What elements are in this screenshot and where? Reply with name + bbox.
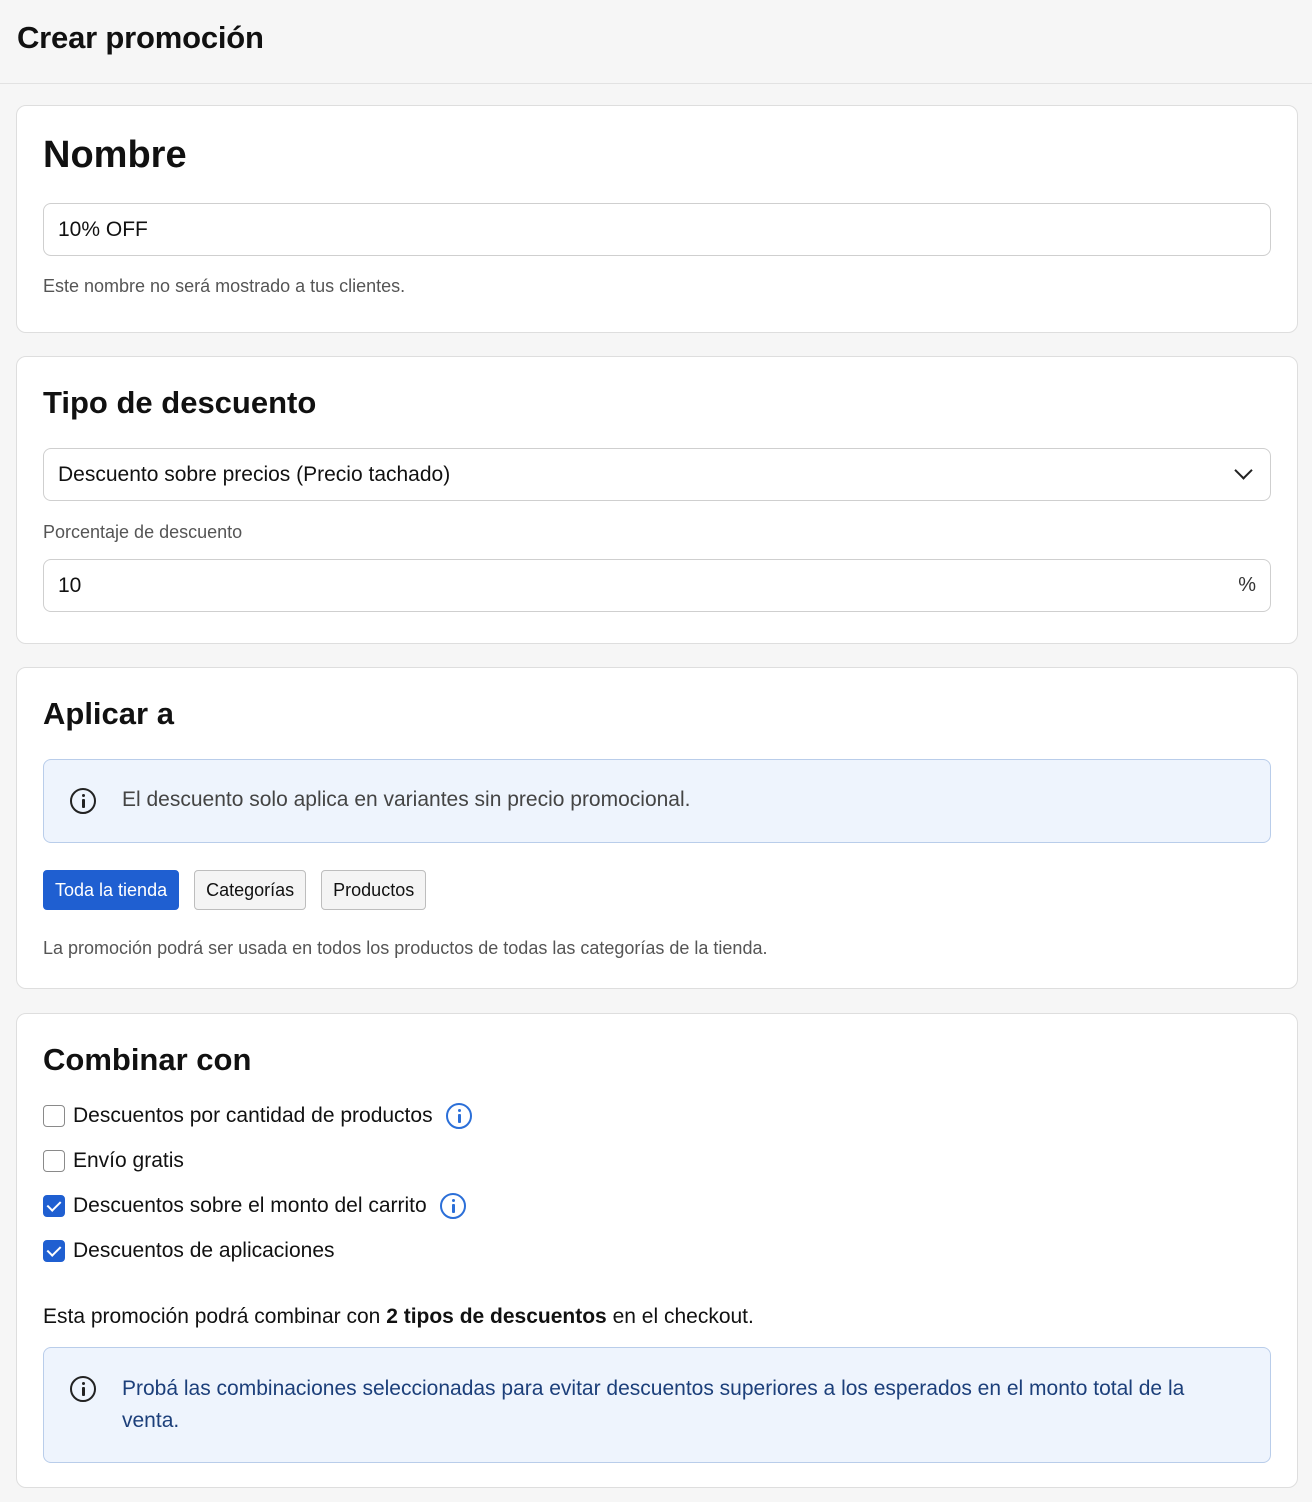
top-bar: [0, 0, 1312, 84]
combinar-title: Combinar con: [43, 1042, 252, 1077]
percent-value: 10: [58, 573, 82, 597]
checkbox-checked[interactable]: [43, 1240, 65, 1262]
scope-categorias-button[interactable]: Categorías: [194, 870, 306, 910]
percent-label: Porcentaje de descuento: [43, 522, 243, 542]
combine-summary: [43, 1305, 754, 1329]
aplicar-info-box: [43, 759, 1271, 843]
nombre-input[interactable]: [43, 203, 1271, 256]
percent-suffix: %: [1238, 574, 1256, 596]
combine-option-aplicaciones[interactable]: [43, 1238, 335, 1264]
nombre-input-value: 10% OFF: [58, 217, 148, 241]
checkbox-checked[interactable]: [43, 1195, 65, 1217]
checkbox[interactable]: [43, 1150, 65, 1172]
combine-option-envio[interactable]: [43, 1148, 184, 1174]
discount-type-value: Descuento sobre precios (Precio tachado): [58, 462, 451, 486]
aplicar-title: Aplicar a: [43, 696, 174, 731]
info-icon: [70, 1376, 96, 1402]
summary-count: 2 tipos de descuentos: [386, 1305, 607, 1328]
aplicar-hint: La promoción podrá ser usada en todos los productos de todas las categorías de la tienda.: [43, 938, 768, 958]
combine-option-label: Descuentos por cantidad de productos: [73, 1104, 433, 1127]
scope-toda-la-tienda-button[interactable]: Toda la tienda: [43, 870, 179, 910]
percent-input[interactable]: [43, 559, 1271, 612]
nombre-hint: Este nombre no será mostrado a tus clientes.: [43, 276, 406, 296]
combine-option-carrito[interactable]: [43, 1193, 466, 1219]
chevron-down-icon: [1234, 461, 1252, 479]
combine-option-label: Descuentos de aplicaciones: [73, 1239, 335, 1262]
tipo-title: Tipo de descuento: [43, 385, 317, 420]
combine-option-cantidad[interactable]: [43, 1103, 472, 1129]
apply-scope-segmented: [43, 870, 426, 910]
info-icon[interactable]: [440, 1193, 466, 1219]
checkbox[interactable]: [43, 1105, 65, 1127]
info-icon: [70, 788, 96, 814]
combine-option-label: Descuentos sobre el monto del carrito: [73, 1194, 427, 1217]
combine-warning-text: Probá las combinaciones seleccionadas para evitar descuentos superiores a los esperados en el monto total de la venta.: [122, 1377, 1185, 1432]
summary-post: en el checkout.: [606, 1305, 754, 1328]
combine-option-label: Envío gratis: [73, 1149, 184, 1172]
nombre-title: Nombre: [43, 134, 187, 176]
page-title: Crear promoción: [17, 19, 264, 55]
combine-warning-box: [43, 1347, 1271, 1463]
summary-pre: Esta promoción podrá combinar con: [43, 1305, 387, 1328]
combinar-card: [16, 1013, 1298, 1488]
aplicar-info-text: El descuento solo aplica en variantes sin precio promocional.: [122, 788, 691, 811]
aplicar-card: [16, 667, 1298, 989]
scope-productos-button[interactable]: Productos: [321, 870, 426, 910]
discount-type-select[interactable]: [43, 448, 1271, 501]
nombre-card: [16, 105, 1298, 333]
info-icon[interactable]: [446, 1103, 472, 1129]
tipo-card: [16, 356, 1298, 644]
